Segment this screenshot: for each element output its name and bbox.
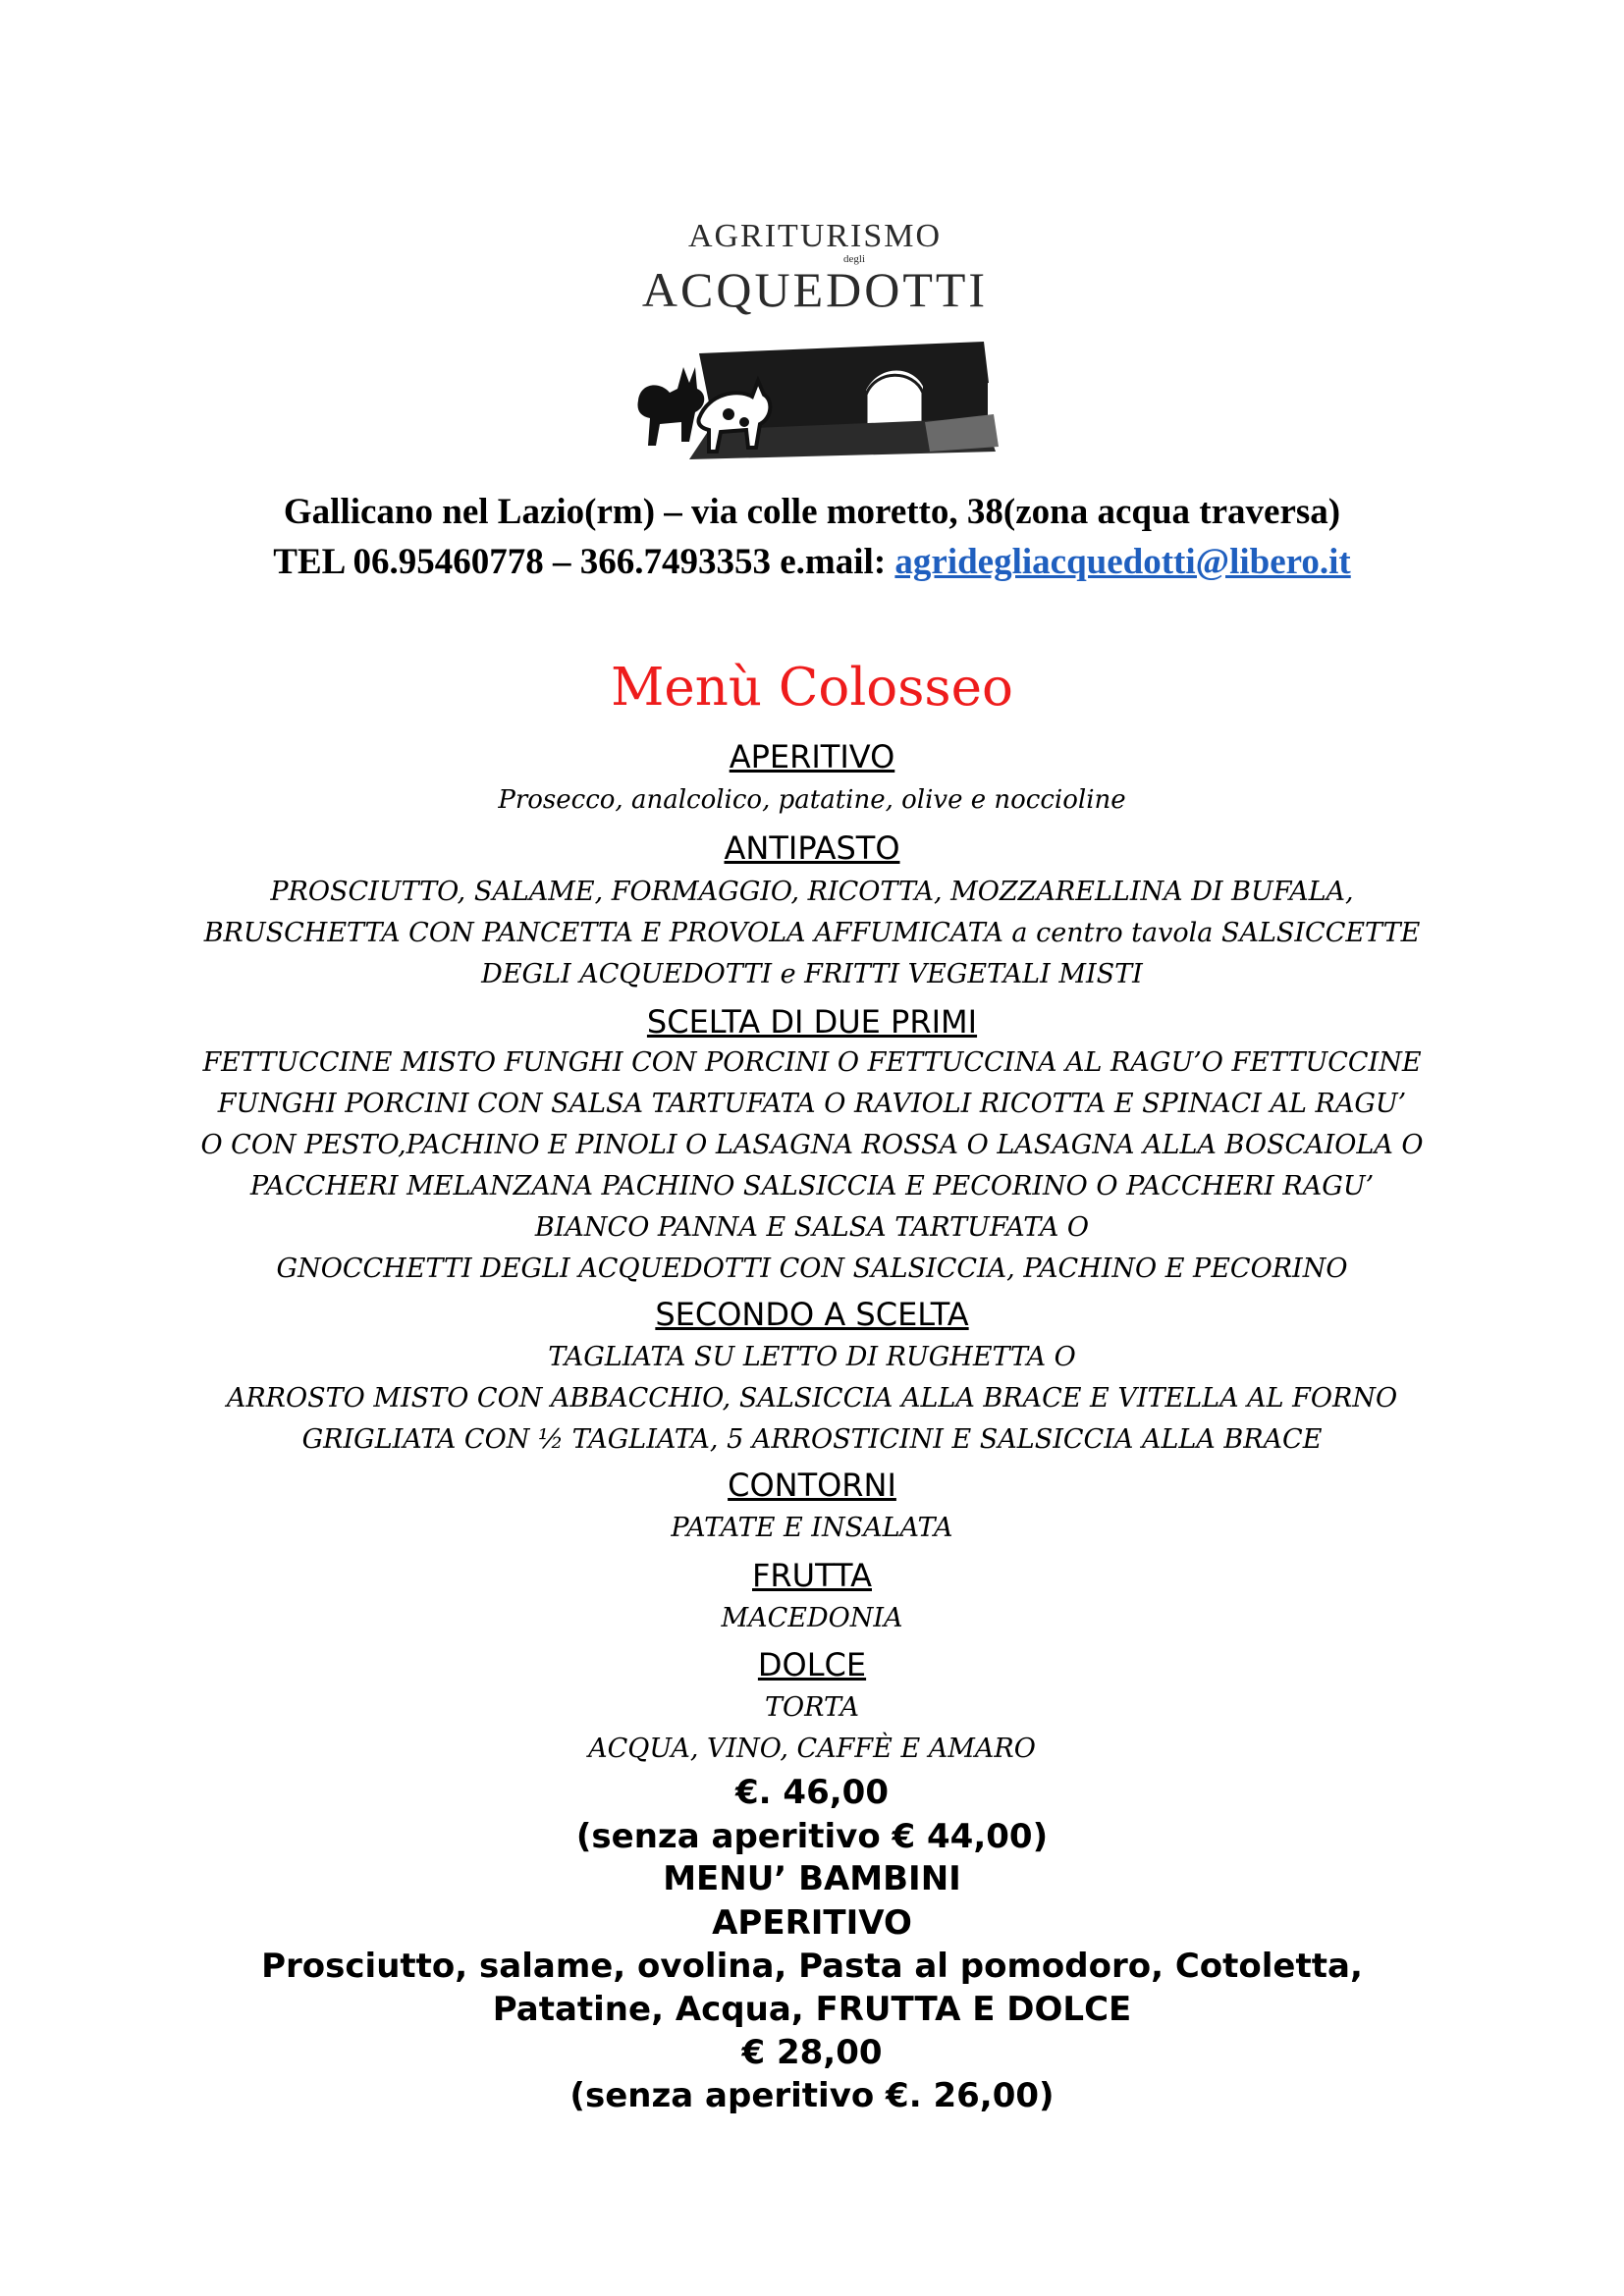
contorni-item: PATATE E INSALATA bbox=[671, 1513, 953, 1543]
kids-menu-line: Prosciutto, salame, ovolina, Pasta al pomodoro, Cotoletta, bbox=[261, 1947, 1363, 1986]
frutta-heading: FRUTTA bbox=[752, 1557, 872, 1594]
antipasto-item: PROSCIUTTO, SALAME, FORMAGGIO, RICOTTA, MOZZARELLINA DI BUFALA, bbox=[270, 877, 1354, 907]
menu-price: €. 46,00 bbox=[735, 1773, 889, 1812]
dolce-item: ACQUA, VINO, CAFFÈ E AMARO bbox=[588, 1734, 1036, 1764]
phone-text: TEL 06.95460778 – 366.7493353 e.mail: bbox=[273, 542, 895, 582]
aperitivo-heading: APERITIVO bbox=[729, 738, 895, 775]
primi-item: GNOCCHETTI DEGLI ACQUEDOTTI CON SALSICCIA, PACHINO E PECORINO bbox=[276, 1254, 1348, 1284]
menu-price-no-aperitivo: (senza aperitivo € 44,00) bbox=[575, 1817, 1049, 1856]
primi-item: FUNGHI PORCINI CON SALSA TARTUFATA O RAVIOLI RICOTTA E SPINACI AL RAGU’ bbox=[217, 1089, 1407, 1119]
kids-menu-line: Patatine, Acqua, FRUTTA E DOLCE bbox=[492, 1990, 1132, 2029]
kids-menu-title: MENU’ BAMBINI bbox=[663, 1859, 961, 1898]
logo bbox=[599, 218, 1031, 461]
secondo-item: TAGLIATA SU LETTO DI RUGHETTA O bbox=[548, 1342, 1076, 1372]
contact-line bbox=[0, 541, 1624, 583]
antipasto-heading: ANTIPASTO bbox=[724, 829, 900, 867]
primi-item: BIANCO PANNA E SALSA TARTUFATA O bbox=[534, 1212, 1090, 1243]
email-link[interactable]: agridegliacquedotti@libero.it bbox=[894, 542, 1351, 582]
logo-title-agriturismo: AGRITURISMO bbox=[687, 218, 943, 254]
aperitivo-item: Prosecco, analcolico, patatine, olive e noccioline bbox=[498, 785, 1126, 815]
contorni-heading: CONTORNI bbox=[728, 1467, 896, 1504]
dolce-item: TORTA bbox=[764, 1692, 860, 1723]
primi-item: O CON PESTO,PACHINO E PINOLI O LASAGNA ROSSA O LASAGNA ALLA BOSCAIOLA O bbox=[200, 1130, 1424, 1160]
primi-heading: SCELTA DI DUE PRIMI bbox=[646, 1003, 978, 1041]
logo-title-acquedotti: ACQUEDOTTI bbox=[641, 262, 989, 317]
kids-price-no-aperitivo: (senza aperitivo €. 26,00) bbox=[569, 2076, 1055, 2115]
menu-title: Menù Colosseo bbox=[611, 658, 1013, 718]
logo-degli: degli bbox=[843, 253, 865, 265]
primi-item: PACCHERI MELANZANA PACHINO SALSICCIA E PECORINO O PACCHERI RAGU’ bbox=[249, 1171, 1375, 1201]
dolce-heading: DOLCE bbox=[757, 1646, 867, 1683]
secondo-item: GRIGLIATA CON ½ TAGLIATA, 5 ARROSTICINI E SALSICCIA ALLA BRACE bbox=[301, 1424, 1323, 1455]
antipasto-item: BRUSCHETTA CON PANCETTA E PROVOLA AFFUMICATA a centro tavola SALSICCETTE bbox=[203, 918, 1421, 948]
secondo-item: ARROSTO MISTO CON ABBACCHIO, SALSICCIA ALLA BRACE E VITELLA AL FORNO bbox=[226, 1383, 1398, 1414]
primi-item: FETTUCCINE MISTO FUNGHI CON PORCINI O FETTUCCINA AL RAGU’O FETTUCCINE bbox=[202, 1047, 1422, 1078]
aqueduct-animals-illustration bbox=[630, 324, 1003, 461]
antipasto-item: DEGLI ACQUEDOTTI e FRITTI VEGETALI MISTI bbox=[481, 959, 1143, 989]
secondo-heading: SECONDO A SCELTA bbox=[655, 1296, 969, 1333]
frutta-item: MACEDONIA bbox=[721, 1603, 903, 1633]
address-line: Gallicano nel Lazio(rm) – via colle moretto, 38(zona acqua traversa) bbox=[283, 492, 1341, 532]
kids-price: € 28,00 bbox=[741, 2033, 883, 2072]
kids-aperitivo: APERITIVO bbox=[712, 1903, 912, 1943]
